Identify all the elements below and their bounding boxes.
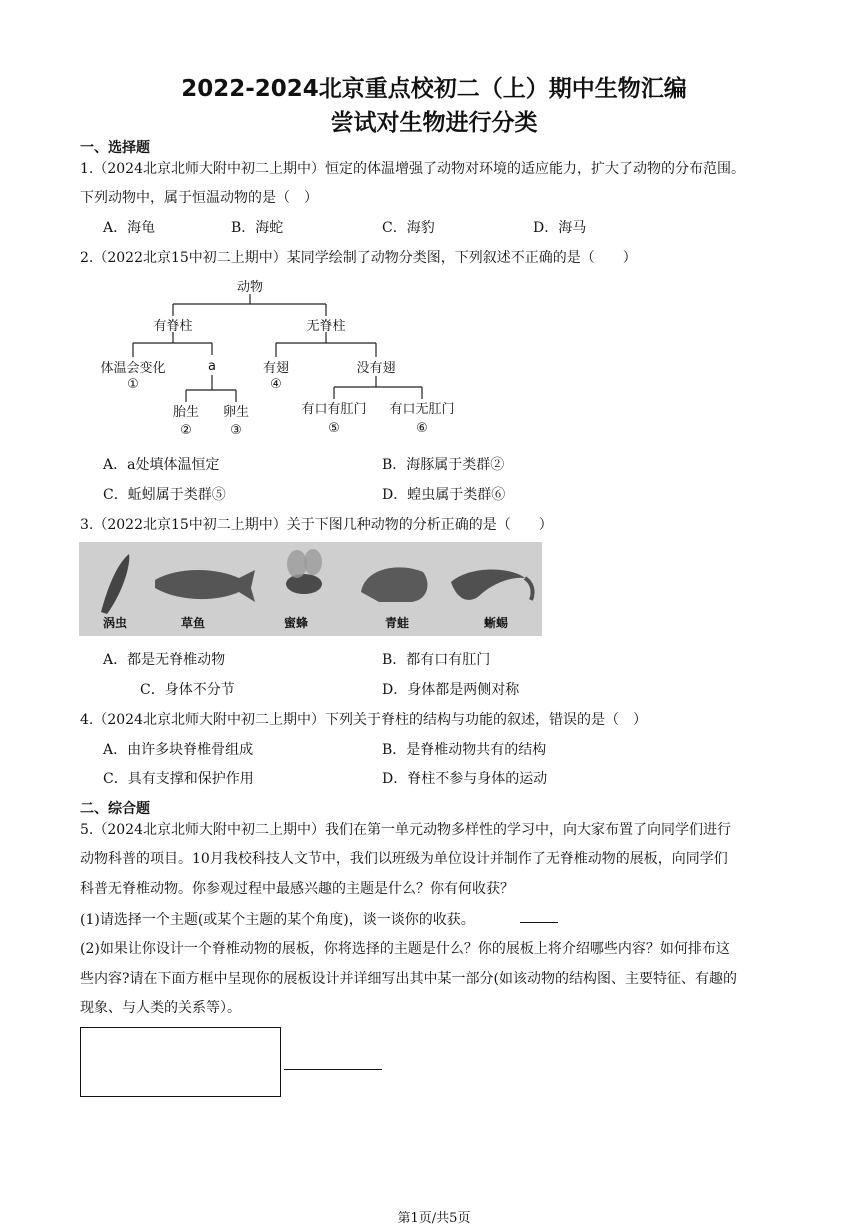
q4-option-b: B．是脊椎动物共有的结构 — [382, 742, 547, 758]
q3-option-b: B．都有口有肛门 — [382, 652, 491, 668]
q3-option-a: A．都是无脊椎动物 — [103, 652, 226, 668]
fish-illustration — [155, 570, 255, 602]
animals-photo — [79, 542, 542, 636]
animal-label-grass-carp: 草鱼 — [181, 616, 206, 630]
q1-option-d: D．海马 — [533, 220, 587, 236]
q2-stem: 2.（2022北京15中初二上期中）某同学绘制了动物分类图，下列叙述不正确的是（ ） — [80, 250, 637, 266]
bee-illustration — [286, 574, 322, 594]
q5-stem-line2: 动物科普的项目。10月我校科技人文节中，我们以班级为单位设计并制作了无脊椎动物的展板，向同学们 — [80, 851, 728, 867]
node-mouth-and-anus: 有口有肛门 — [301, 402, 367, 417]
q3-stem: 3.（2022北京15中初二上期中）关于下图几种动物的分析正确的是（ ） — [80, 517, 553, 533]
node-vertebrate: 有脊柱 — [153, 319, 193, 334]
q3-option-d: D．身体都是两侧对称 — [382, 682, 520, 698]
q4-option-a: A．由许多块脊椎骨组成 — [103, 742, 254, 758]
q1-stem-line1: 1.（2024北京北师大附中初二上期中）恒定的体温增强了动物对环境的适应能力，扩大了动物的分布范围。 — [80, 161, 745, 177]
lizard-illustration — [451, 569, 525, 599]
marker-3: ③ — [230, 423, 242, 438]
document-title: 2022-2024北京重点校初二（上）期中生物汇编 — [181, 76, 687, 102]
q2-option-c: C．蚯蚓属于类群⑤ — [103, 487, 226, 503]
marker-1: ① — [127, 377, 139, 392]
node-variable-temperature: 体温会变化 — [100, 361, 166, 376]
marker-6: ⑥ — [416, 421, 428, 436]
q2-option-a: A．a处填体温恒定 — [103, 457, 220, 473]
q5-sub2-line2: 些内容?请在下面方框中呈现你的展板设计并详细写出其中某一部分(如该动物的结构图、主要特征、有趣的 — [80, 971, 737, 987]
marker-4: ④ — [270, 377, 282, 392]
q5-stem-line1: 5.（2024北京北师大附中初二上期中）我们在第一单元动物多样性的学习中，向大家布置了向同学们进行 — [80, 822, 731, 838]
q1-option-c: C．海豹 — [382, 220, 435, 236]
node-wingless: 没有翅 — [356, 361, 396, 376]
q5-sub2-line1: (2)如果让你设计一个脊椎动物的展板，你将选择的主题是什么？你的展板上将介绍哪些内容？如何排布这 — [80, 941, 730, 957]
q1-stem-line2: 下列动物中，属于恒温动物的是（ ） — [80, 190, 318, 206]
marker-5: ⑤ — [328, 421, 340, 436]
q5-design-answer-blank[interactable] — [284, 1069, 382, 1070]
node-viviparous: 胎生 — [172, 405, 200, 420]
frog-illustration — [361, 567, 427, 602]
animal-label-lizard: 蜥蜴 — [484, 616, 509, 630]
flatworm-illustration — [101, 554, 129, 614]
animal-label-frog: 青蛙 — [385, 616, 410, 630]
marker-2: ② — [180, 423, 192, 438]
q4-option-d: D．脊柱不参与身体的运动 — [382, 771, 548, 787]
q5-design-answer-box[interactable] — [80, 1027, 281, 1097]
q5-sub1: (1)请选择一个主题(或某个主题的某个角度)，谈一谈你的收获。 — [80, 912, 475, 928]
q5-sub1-answer-blank[interactable] — [520, 922, 558, 923]
document-subtitle: 尝试对生物进行分类 — [330, 110, 538, 136]
q2-option-b: B．海豚属于类群② — [382, 457, 505, 473]
node-mouth-no-anus: 有口无肛门 — [389, 402, 455, 417]
q1-option-b: B．海蛇 — [231, 220, 284, 236]
q2-option-d: D．蝗虫属于类群⑥ — [382, 487, 506, 503]
page-number: 第1页/共5页 — [397, 1211, 471, 1226]
node-invertebrate: 无脊柱 — [306, 319, 346, 334]
section-choice-heading: 一、选择题 — [80, 140, 150, 156]
animal-label-flatworm: 涡虫 — [103, 616, 128, 630]
q4-stem: 4.（2024北京北师大附中初二上期中）下列关于脊柱的结构与功能的叙述，错误的是（ ） — [80, 712, 647, 728]
q5-stem-line3: 科普无脊椎动物。你参观过程中最感兴趣的主题是什么？你有何收获？ — [80, 881, 514, 897]
animal-label-bee: 蜜蜂 — [284, 616, 309, 630]
node-winged: 有翅 — [262, 361, 290, 376]
node-a: a — [208, 359, 216, 374]
section-comprehensive-heading: 二、综合题 — [80, 801, 150, 817]
q1-option-a: A．海龟 — [103, 220, 156, 236]
q4-option-c: C．具有支撑和保护作用 — [103, 771, 254, 787]
q3-option-c: C．身体不分节 — [140, 682, 235, 698]
q5-sub2-line3: 现象、与人类的关系等）。 — [80, 1000, 241, 1016]
node-oviparous: 卵生 — [222, 405, 250, 420]
node-animal: 动物 — [236, 280, 264, 295]
